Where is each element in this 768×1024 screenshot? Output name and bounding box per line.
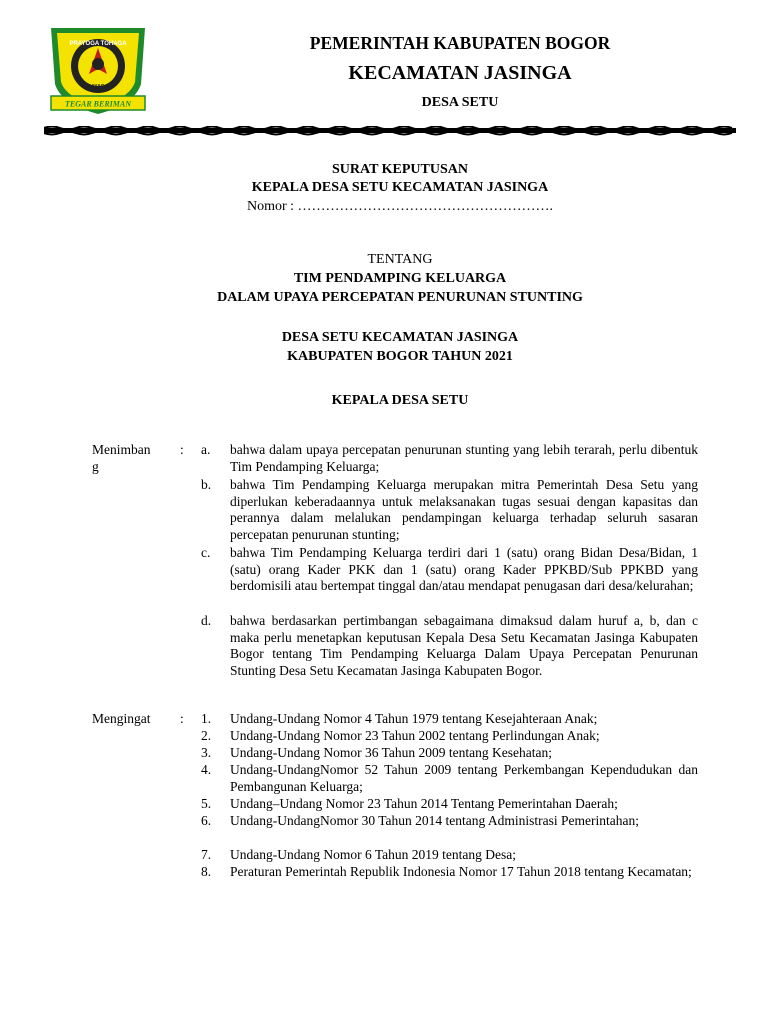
- mengingat-item: Undang-UndangNomor 52 Tahun 2009 tentang Perkembangan Kependudukan dan Pembangunan Keluarga;: [230, 762, 698, 794]
- mengingat-marker: 4.: [201, 762, 212, 777]
- header-kecamatan: KECAMATAN JASINGA: [348, 62, 572, 84]
- mengingat-item: Undang-Undang Nomor 23 Tahun 2002 tentang Perlindungan Anak;: [230, 728, 600, 743]
- mengingat-marker: 3.: [201, 745, 212, 760]
- logo-top-text: PRAYOGA TOHAGA: [69, 41, 127, 47]
- lokasi-desa: DESA SETU KECAMATAN JASINGA: [281, 330, 519, 345]
- mengingat-item: Undang-Undang Nomor 4 Tahun 1979 tentang Kesejahteraan Anak;: [230, 711, 598, 726]
- title-kepala-desa: KEPALA DESA SETU KECAMATAN JASINGA: [251, 180, 549, 195]
- header-desa: DESA SETU: [421, 95, 499, 110]
- mengingat-item: Undang-Undang Nomor 36 Tahun 2009 tentang Kesehatan;: [230, 745, 552, 760]
- menimbang-marker: d.: [201, 613, 212, 628]
- menimbang-label: Menimban g: [92, 442, 151, 474]
- mengingat-marker: 5.: [201, 796, 212, 811]
- header-government: PEMERINTAH KABUPATEN BOGOR: [309, 33, 611, 53]
- header-divider: [44, 126, 736, 136]
- menimbang-item: bahwa dalam upaya percepatan penurunan stunting yang lebih terarah, perlu dibentuk Tim Pendamping Keluarga;: [230, 442, 698, 474]
- mengingat-item: Undang-Undang Nomor 6 Tahun 2019 tentang Desa;: [230, 847, 516, 862]
- menimbang-marker: c.: [201, 545, 211, 560]
- regency-logo: [45, 22, 151, 118]
- mengingat-marker: 2.: [201, 728, 212, 743]
- logo-banner-text: TEGAR BERIMAN: [64, 99, 132, 109]
- lokasi-kabupaten: KABUPATEN BOGOR TAHUN 2021: [287, 349, 513, 364]
- mengingat-marker: 7.: [201, 847, 212, 862]
- menimbang-item: bahwa Tim Pendamping Keluarga terdiri dari 1 (satu) orang Bidan Desa/Bidan, 1 (satu) orang Kader PKK dan 1 (satu) orang Kader PPKBD/Sub PPKBD yang berdomisili atau bertempat tinggal dan/atau mendapat penugasan dari desa/kelurahan;: [230, 545, 698, 594]
- mengingat-marker: 6.: [201, 813, 212, 828]
- tentang-upaya: DALAM UPAYA PERCEPATAN PENURUNAN STUNTING: [217, 290, 583, 305]
- mengingat-item: Peraturan Pemerintah Republik Indonesia Nomor 17 Tahun 2018 tentang Kecamatan;: [230, 864, 692, 879]
- tentang-heading: TENTANG: [367, 252, 433, 267]
- mengingat-colon: :: [180, 711, 184, 726]
- mengingat-label: Mengingat: [92, 711, 151, 726]
- menimbang-colon: :: [180, 442, 184, 457]
- logo-center-text: SAYAGA: [87, 84, 109, 90]
- title-surat-keputusan: SURAT KEPUTUSAN: [331, 162, 468, 177]
- mengingat-marker: 8.: [201, 864, 212, 879]
- menimbang-marker: a.: [201, 442, 211, 457]
- tentang-tim: TIM PENDAMPING KELUARGA: [293, 271, 507, 286]
- menimbang-marker: b.: [201, 477, 212, 492]
- menimbang-item: bahwa Tim Pendamping Keluarga merupakan mitra Pemerintah Desa Setu yang diperlukan keberadaannya untuk melaksanakan tugas sesuai dengan kapasitas dan perannya dalam melalukan pendampingan keluarga terhadap seluruh sasaran percepatan penurunan stunting;: [230, 477, 698, 542]
- kepala-desa-heading: KEPALA DESA SETU: [331, 393, 469, 408]
- menimbang-item: bahwa berdasarkan pertimbangan sebagaimana dimaksud dalam huruf a, b, dan c maka perlu menetapkan keputusan Kepala Desa Setu Kecamatan Jasinga Kabupaten Bogor tentang Tim Pendamping Keluarga Dalam Upaya Percepatan Penurunan Stunting Desa Setu Kecamatan Jasinga Kabupaten Bogor.: [230, 613, 698, 678]
- mengingat-marker: 1.: [201, 711, 212, 726]
- mengingat-item: Undang–Undang Nomor 23 Tahun 2014 Tentang Pemerintahan Daerah;: [230, 796, 618, 811]
- nomor-line: Nomor : ……………………………………………….: [246, 199, 554, 214]
- mengingat-item: Undang-UndangNomor 30 Tahun 2014 tentang Administrasi Pemerintahan;: [230, 813, 639, 828]
